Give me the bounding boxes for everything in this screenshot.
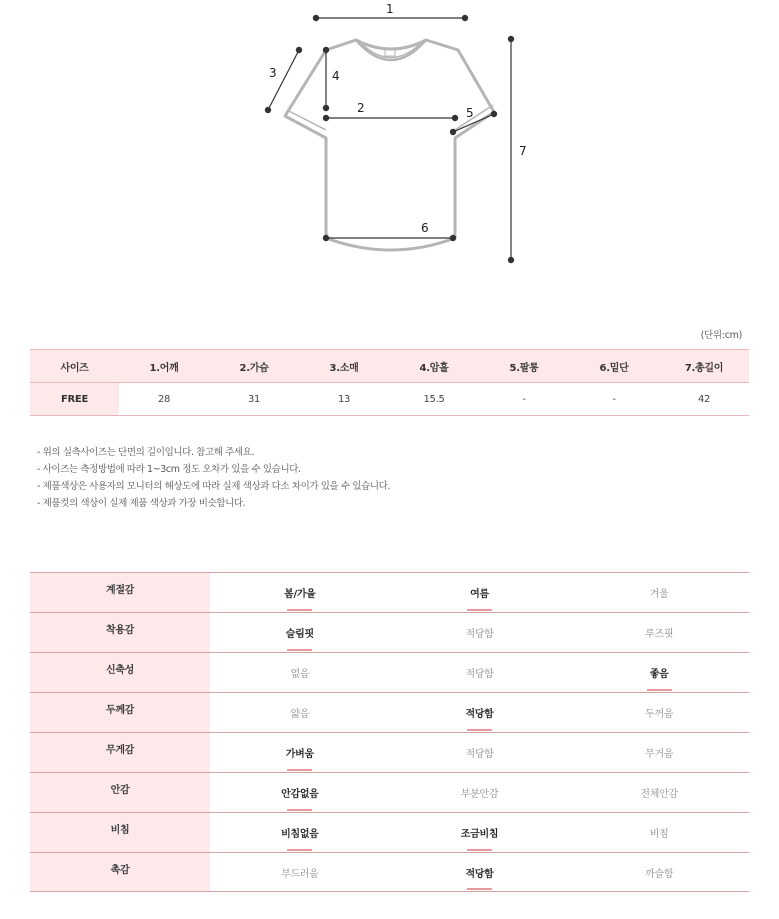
feature-row-lining [30, 773, 749, 813]
feature-row-stretch [30, 653, 749, 693]
feature-row-season [30, 573, 749, 613]
feature-label: 신축성 [30, 653, 210, 692]
feature-option: 슬림핏 [210, 613, 390, 652]
feature-option: 까슬함 [645, 868, 674, 880]
tshirt-measurement-diagram [0, 0, 779, 300]
measure-label-1: 1 [386, 2, 394, 16]
table-cell: 13 [299, 383, 389, 416]
measure-label-7: 7 [519, 144, 527, 158]
feature-option: 부드러움 [281, 868, 319, 880]
feature-option: 무거움 [645, 749, 674, 760]
feature-option: 겨울 [649, 589, 669, 600]
size-name-cell: FREE [30, 383, 119, 416]
feature-option: 조금비침 [390, 813, 570, 852]
neck-label [385, 50, 395, 56]
feature-row-thickness [30, 693, 749, 733]
feature-option: 좋음 [569, 653, 749, 692]
measure-label-4: 4 [332, 69, 340, 83]
feature-option: 두꺼움 [645, 709, 674, 720]
measure-label-3: 3 [269, 66, 277, 80]
feature-option: 가벼움 [210, 733, 390, 772]
feature-label: 촉감 [30, 853, 210, 891]
note-item: - 위의 실측사이즈는 단면의 길이입니다. 참고해 주세요. [37, 447, 255, 458]
size-table-header [30, 350, 749, 383]
table-cell: 42 [659, 383, 749, 416]
unit-note: (단위:cm) [700, 330, 742, 341]
size-notes [37, 444, 390, 512]
feature-option: 전체안감 [640, 789, 678, 800]
product-feature-table [30, 572, 749, 892]
table-cell: 15.5 [389, 383, 479, 416]
feature-row-weight [30, 733, 749, 773]
table-cell: 31 [209, 383, 299, 416]
feature-option: 비침 [649, 829, 669, 840]
table-cell: - [479, 383, 569, 416]
feature-option: 적당함 [465, 629, 494, 640]
feature-option: 안감없음 [210, 773, 390, 812]
note-item: - 제품컷의 색상이 실제 제품 색상과 가장 비슷합니다. [37, 498, 246, 509]
feature-option: 적당함 [465, 749, 494, 760]
feature-option: 얇음 [290, 709, 310, 720]
note-item: - 사이즈는 측정방법에 따라 1~3cm 정도 오차가 있을 수 있습니다. [37, 464, 301, 475]
table-row [30, 383, 749, 416]
measure-label-6: 6 [421, 221, 429, 235]
feature-label: 비침 [30, 813, 210, 852]
header-sleeve: 3.소매 [299, 350, 389, 383]
note-item: - 제품색상은 사용자의 모니터의 해상도에 따라 실제 색상과 다소 차이가 있을 수 있습니다. [37, 481, 391, 492]
feature-option: 적당함 [465, 669, 494, 680]
tshirt-outline [285, 40, 494, 250]
measurement-lines [265, 15, 513, 262]
header-sleeve-width: 5.팔통 [479, 350, 569, 383]
header-total-length: 7.총길이 [659, 350, 749, 383]
feature-option: 적당함 [390, 693, 570, 732]
table-cell: - [569, 383, 659, 416]
feature-option: 봄/가을 [210, 573, 390, 612]
feature-option: 비침없음 [210, 813, 390, 852]
header-hem: 6.밑단 [569, 350, 659, 383]
feature-option: 여름 [390, 573, 570, 612]
feature-option: 없음 [290, 669, 310, 680]
feature-option: 적당함 [390, 853, 570, 891]
feature-row-sheerness [30, 813, 749, 853]
header-shoulder: 1.어깨 [119, 350, 209, 383]
table-cell: 28 [119, 383, 209, 416]
feature-label: 착용감 [30, 613, 210, 652]
feature-row-texture [30, 853, 749, 892]
feature-row-fit [30, 613, 749, 653]
measure-label-2: 2 [357, 101, 365, 115]
feature-label: 안감 [30, 773, 210, 812]
header-chest: 2.가슴 [209, 350, 299, 383]
feature-label: 두께감 [30, 693, 210, 732]
feature-label: 무게감 [30, 733, 210, 772]
feature-option: 부분안감 [460, 789, 499, 800]
measure-label-5: 5 [466, 106, 474, 120]
feature-label: 계절감 [30, 573, 210, 612]
header-size: 사이즈 [30, 350, 119, 383]
size-table [30, 349, 749, 416]
header-armhole: 4.암홀 [389, 350, 479, 383]
feature-option: 루즈핏 [645, 629, 674, 640]
